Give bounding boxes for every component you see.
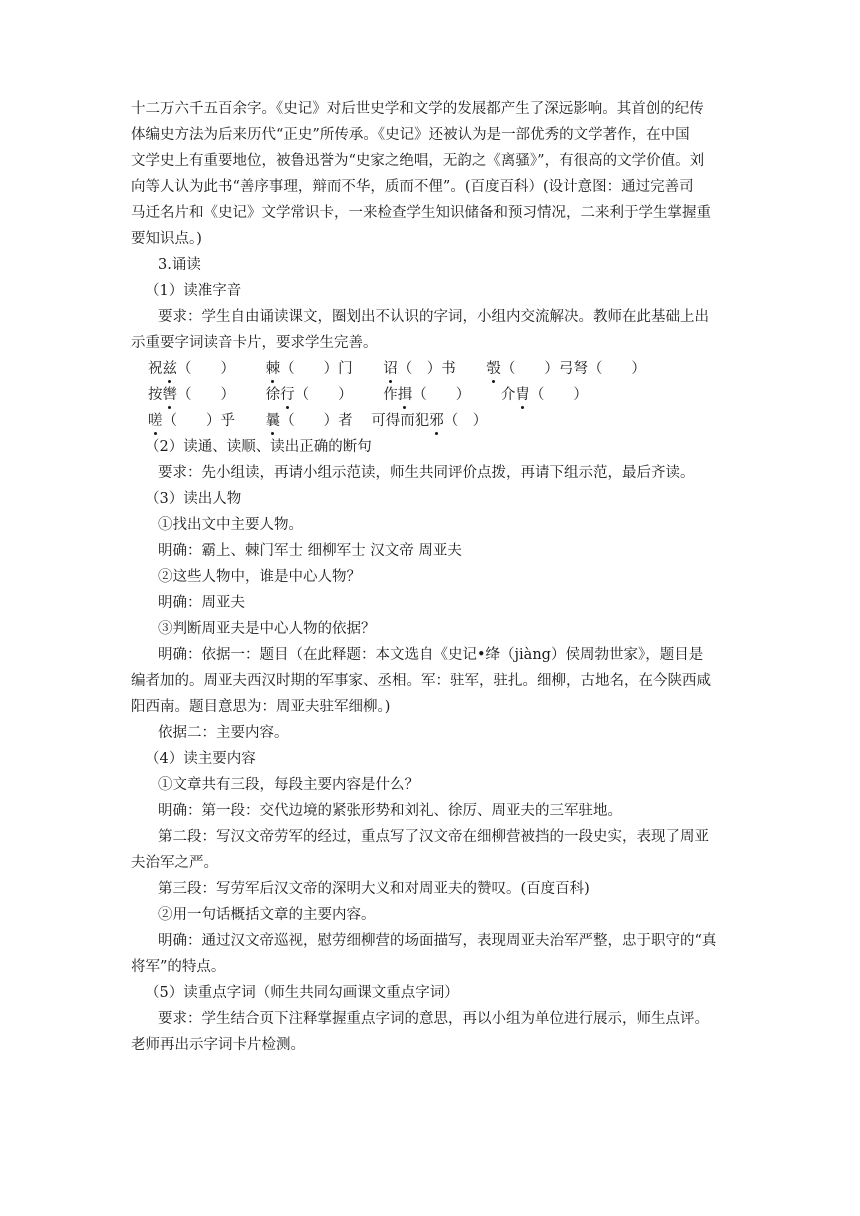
- text-line: 第二段：写汉文帝劳军的经过，重点写了汉文帝在细柳营被挡的一段史实，表现了周亚: [158, 829, 709, 845]
- text-line: 明确：通过汉文帝巡视，慰劳细柳营的场面描写，表现周亚夫治军严整，忠于职守的“真: [158, 933, 717, 949]
- text-line: 编者加的。周亚夫西汉时期的军事家、丞相。军：驻军，驻扎。细柳，古地名，在今陕西咸: [131, 673, 711, 689]
- subsection-heading: （4）读主要内容: [145, 751, 256, 767]
- pinyin-item: 作揖（ ）: [383, 387, 471, 403]
- text-line: 文学史上有重要地位，被鲁迅誉为“史家之绝唱，无韵之《离骚》”，有很高的文学价值。刘: [131, 153, 705, 169]
- pinyin-row: [148, 359, 646, 379]
- text-line: 将军”的特点。: [131, 959, 226, 975]
- pinyin-item: 祝兹（ ）: [148, 361, 235, 377]
- text-line: 阳西南。题目意思为：周亚夫驻军细柳。): [131, 699, 391, 715]
- text-line: 依据二：主要内容。: [158, 725, 289, 741]
- pinyin-row: [148, 385, 588, 405]
- text-line: ②用一句话概括文章的主要内容。: [158, 907, 376, 923]
- text-line: 老师再出示字词卡片检测。: [131, 1037, 305, 1053]
- pinyin-item: 棘（ ）门: [265, 361, 353, 377]
- pinyin-item: 可得而犯邪（ ）: [371, 413, 488, 429]
- text-line: ③判断周亚夫是中心人物的依据？: [158, 621, 376, 637]
- text-line: 第三段：写劳军后汉文帝的深明大义和对周亚夫的赞叹。(百度百科): [158, 881, 590, 897]
- text-line: 要求：先小组读，再请小组示范读，师生共同评价点拨，再请下组示范，最后齐读。: [158, 465, 695, 481]
- section-heading: 3.诵读: [158, 257, 201, 273]
- subsection-heading: （1）读准字音: [145, 283, 242, 299]
- subsection-heading: （3）读出人物: [145, 491, 242, 507]
- text-line: 要知识点。): [131, 231, 202, 247]
- text-line: 明确：依据一：题目（在此释题：本文选自《史记•绛（jiàng）侯周勃世家》，题目是: [158, 647, 704, 663]
- pinyin-item: 按辔（ ）: [148, 387, 235, 403]
- text-line: ①文章共有三段，每段主要内容是什么？: [158, 777, 419, 793]
- text-line: 明确：霸上、棘门军士 细柳军士 汉文帝 周亚夫: [158, 543, 462, 559]
- text-line: 体编史方法为后来历代“正史”所传承。《史记》还被认为是一部优秀的文学著作，在中国: [131, 127, 690, 143]
- text-line: ①找出文中主要人物。: [158, 517, 303, 533]
- pinyin-item: 介胄（ ）: [500, 387, 588, 403]
- pinyin-row: [148, 411, 487, 431]
- pinyin-item: 诏（ ）书: [383, 361, 456, 377]
- pinyin-item: 彀（ ）弓弩（ ）: [486, 361, 646, 377]
- pinyin-item: 曩（ ）者: [265, 413, 353, 429]
- text-line: 明确：周亚夫: [158, 595, 245, 611]
- pinyin-item: 徐行（ ）: [265, 387, 353, 403]
- text-line: 夫治军之严。: [131, 855, 218, 871]
- subsection-heading: （2）读通、读顺、读出正确的断句: [145, 439, 372, 455]
- text-line: ②这些人物中，谁是中心人物？: [158, 569, 361, 585]
- text-line: 马迁名片和《史记》文学常识卡，一来检查学生知识储备和预习情况，二来利于学生掌握重: [131, 205, 711, 221]
- subsection-heading: （5）读重点字词（师生共同勾画课文重点字词）: [145, 985, 459, 1001]
- text-line: 要求：学生结合页下注释掌握重点字词的意思，再以小组为单位进行展示，师生点评。: [158, 1011, 709, 1027]
- text-line: 要求：学生自由诵读课文，圈划出不认识的字词，小组内交流解决。教师在此基础上出: [158, 309, 709, 325]
- text-line: 十二万六千五百余字。《史记》对后世史学和文学的发展都产生了深远影响。其首创的纪传: [131, 101, 704, 117]
- text-line: 明确：第一段：交代边境的紧张形势和刘礼、徐厉、周亚夫的三军驻地。: [158, 803, 622, 819]
- text-line: 示重要字词读音卡片，要求学生完善。: [131, 335, 378, 351]
- pinyin-item: 嗟（ ）乎: [148, 413, 235, 429]
- text-line: 向等人认为此书“善序事理，辩而不华，质而不俚”。(百度百科）(设计意图：通过完善司: [131, 179, 694, 195]
